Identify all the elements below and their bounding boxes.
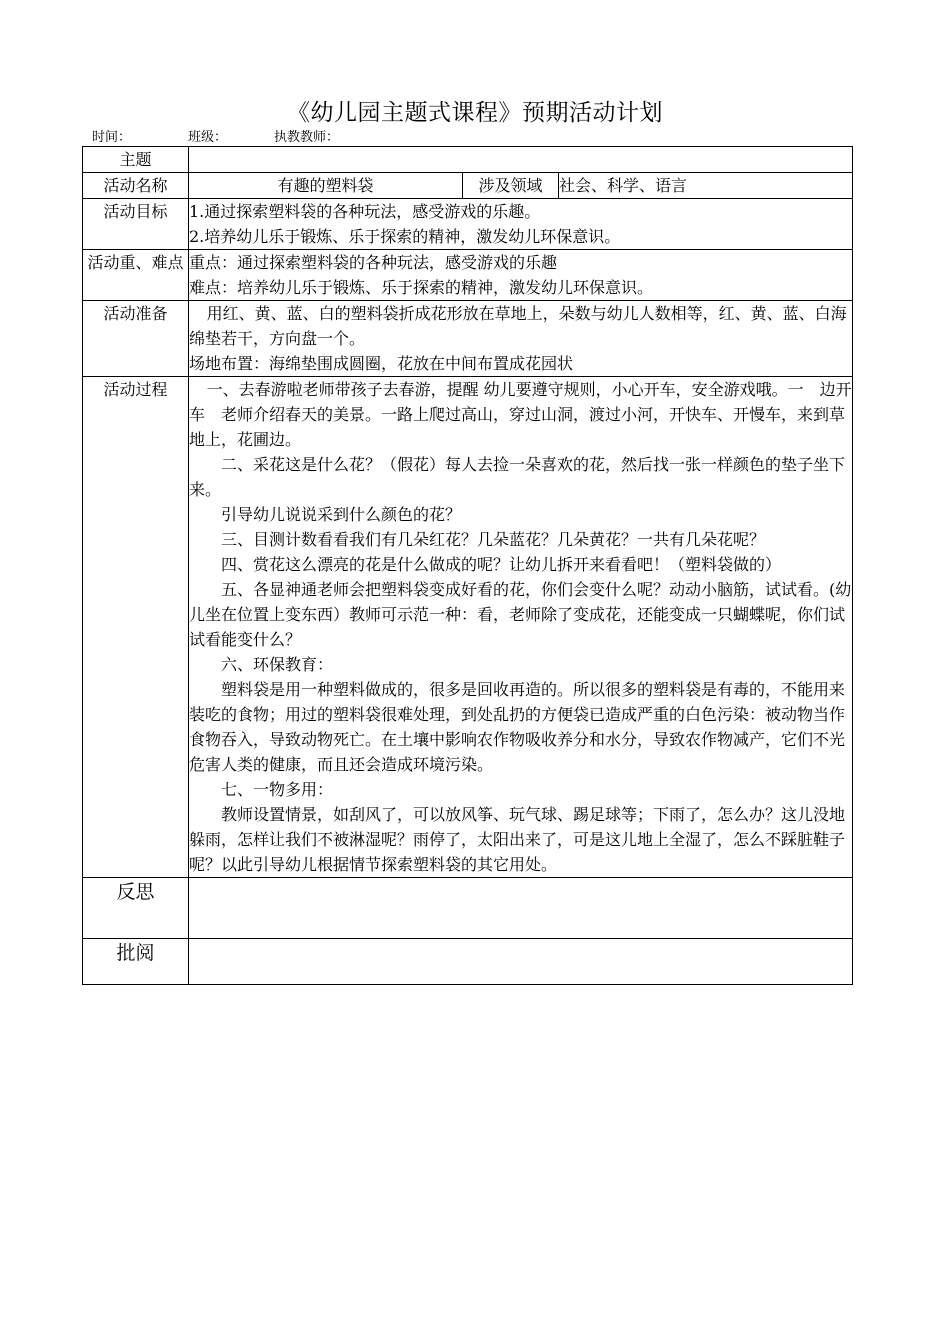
goal-item: 2.培养幼儿乐于锻炼、乐于探索的精神，激发幼儿环保意识。 [189, 227, 621, 246]
reflection-label: 反思 [83, 878, 189, 939]
preparation-item: 场地布置：海绵垫围成圆圈，花放在中间布置成花园状 [189, 354, 574, 373]
goal-item: 1.通过探索塑料袋的各种玩法，感受游戏的乐趣。 [189, 202, 541, 221]
process-label: 活动过程 [83, 377, 189, 878]
time-label: 时间： [92, 130, 132, 145]
row-reflection [83, 878, 853, 939]
row-theme [83, 147, 853, 173]
row-preparation [83, 301, 853, 377]
key-point: 重点：通过探索塑料袋的各种玩法，感受游戏的乐趣 [189, 253, 558, 272]
process-paragraph: 教师设置情景，如刮风了，可以放风筝、玩气球、踢足球等；下雨了，怎么办？这儿没地躲雨，怎样让我们不被淋湿呢？雨停了，太阳出来了，可是这儿地上全湿了，怎么不踩脏鞋子呢？以此引导幼儿根据情节探索塑料袋的其它用处。 [189, 805, 846, 874]
activity-name-label: 活动名称 [83, 173, 189, 199]
process-paragraph: 三、目测计数看看我们有几朵红花？几朵蓝花？几朵黄花？一共有几朵花呢？ [221, 530, 766, 549]
domain-label: 涉及领域 [463, 173, 559, 199]
domain-value: 社会、科学、语言 [559, 173, 853, 199]
process-paragraph: 四、赏花这么漂亮的花是什么做成的呢？让幼儿拆开来看看吧！（塑料袋做的） [221, 555, 782, 574]
review-value [189, 939, 853, 985]
meta-row [92, 126, 339, 145]
key-point: 难点：培养幼儿乐于锻炼、乐于探索的精神，激发幼儿环保意识。 [189, 278, 654, 297]
row-activity-name [83, 173, 853, 199]
activity-name-value: 有趣的塑料袋 [189, 173, 463, 199]
goal-content [189, 199, 853, 250]
page-title: 《幼儿园主题式课程》预期活动计划 [287, 100, 663, 126]
preparation-item: 用红、黄、蓝、白的塑料袋折成花形放在草地上，朵数与幼儿人数相等，红、黄、蓝、白海绵垫若干，方向盘一个。 [189, 304, 847, 348]
process-paragraph: 塑料袋是用一种塑料做成的，很多是回收再造的。所以很多的塑料袋是有毒的，不能用来装吃的食物；用过的塑料袋很难处理，到处乱扔的方便袋已造成严重的白色污染：被动物当作食物吞入，导致动物死亡。在土壤中影响农作物吸收养分和水分，导致农作物减产，它们不光危害人类的健康，而且还会造成环境污染。 [189, 680, 846, 774]
theme-value [189, 147, 853, 173]
row-process [83, 377, 853, 878]
row-key-points [83, 250, 853, 301]
reflection-value [189, 878, 853, 939]
key-points-label: 活动重、难点 [83, 250, 189, 301]
key-points-content [189, 250, 853, 301]
row-goals [83, 199, 853, 250]
theme-label: 主题 [83, 147, 189, 173]
process-paragraph: 引导幼儿说说采到什么颜色的花？ [221, 505, 462, 524]
activity-plan-table [82, 146, 853, 985]
process-paragraph: 二、采花这是什么花？（假花）每人去捡一朵喜欢的花，然后找一张一样颜色的垫子坐下来。 [189, 455, 846, 499]
review-label: 批阅 [83, 939, 189, 985]
teacher-label: 执教教师： [274, 130, 340, 145]
process-paragraph: 一、去春游啦老师带孩子去春游，提醒 幼儿要遵守规则，小心开车，安全游戏哦。一 边开车 老师介绍春天的美景。一路上爬过高山，穿过山洞，渡过小河，开快车、开慢车，来到草地上，花圃边。 [189, 380, 852, 449]
row-review [83, 939, 853, 985]
process-content [189, 377, 853, 878]
process-paragraph: 五、各显神通老师会把塑料袋变成好看的花，你们会变什么呢？动动小脑筋，试试看。(幼儿坐在位置上变东西）教师可示范一种：看，老师除了变成花，还能变成一只蝴蝶呢，你们试试看能变什么？ [189, 580, 852, 649]
process-paragraph: 六、环保教育： [221, 655, 334, 674]
preparation-label: 活动准备 [83, 301, 189, 377]
process-paragraph: 七、一物多用： [221, 780, 334, 799]
class-label: 班级： [188, 130, 228, 145]
goal-label: 活动目标 [83, 199, 189, 250]
preparation-content [189, 301, 853, 377]
